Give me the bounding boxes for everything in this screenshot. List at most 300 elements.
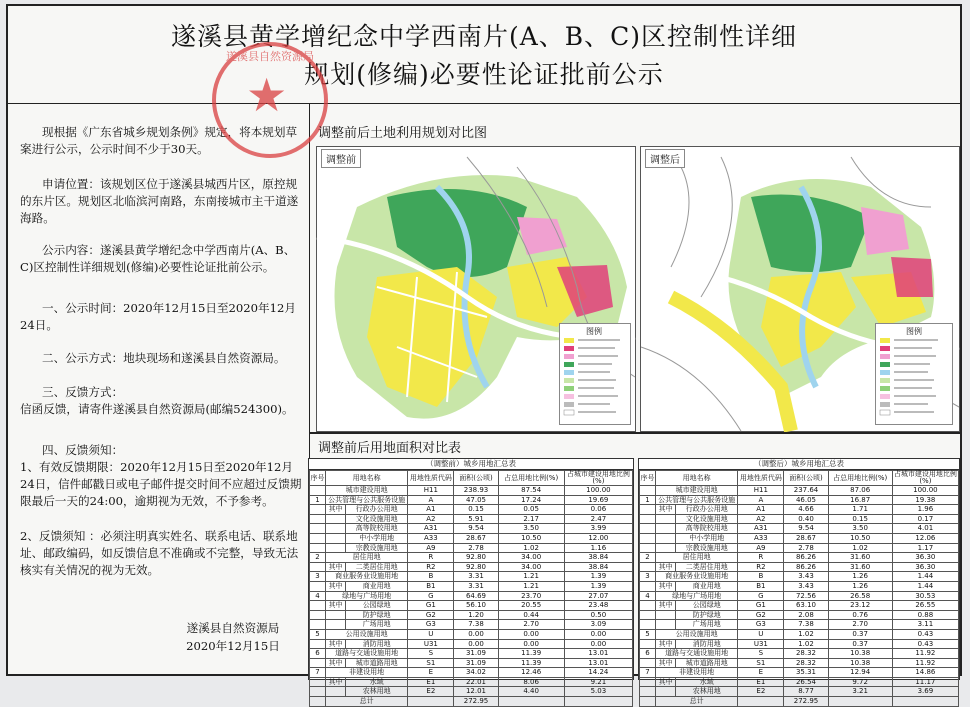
table-cell: 防护绿地	[346, 610, 408, 620]
table-cell: U31	[408, 639, 454, 649]
table-cell	[326, 524, 346, 534]
table-cell: 11.17	[892, 677, 958, 687]
table-cell: 1.26	[828, 581, 892, 591]
table-row	[310, 505, 633, 515]
table-cell: 其中	[326, 601, 346, 611]
column-header: 用地性质代码	[408, 471, 454, 486]
column-header: 占城市建设用地比例(%)	[564, 471, 632, 486]
table-cell: 3.99	[564, 524, 632, 534]
table-row	[310, 677, 633, 687]
table-before-body	[310, 486, 633, 707]
table-cell: 28.67	[454, 533, 498, 543]
table-cell: 2.78	[784, 543, 828, 553]
table-cell: 6	[310, 649, 326, 659]
table-cell	[326, 533, 346, 543]
table-cell: A31	[408, 524, 454, 534]
table-cell: S1	[408, 658, 454, 668]
table-cell: 二类居住用地	[676, 562, 738, 572]
table-cell: 公用设施用地	[656, 629, 738, 639]
table-cell	[640, 543, 656, 553]
table-cell: G3	[738, 620, 784, 630]
notice-signer: 遂溪县自然资源局	[186, 621, 280, 635]
table-cell: 0.06	[564, 505, 632, 515]
table-cell	[310, 524, 326, 534]
table-before-header	[310, 471, 633, 486]
table-cell: 3.31	[454, 581, 498, 591]
table-cell: 38.84	[564, 562, 632, 572]
table-cell	[310, 639, 326, 649]
table-cell: 1.44	[892, 581, 958, 591]
table-cell: 其中	[326, 677, 346, 687]
table-cell: S	[408, 649, 454, 659]
table-cell: 5	[640, 629, 656, 639]
table-cell: 20.55	[498, 601, 564, 611]
table-cell: 0.00	[454, 629, 498, 639]
map-before-legend	[559, 323, 631, 425]
table-row	[640, 620, 959, 630]
table-cell: A1	[408, 505, 454, 515]
table-cell: 高等院校用地	[346, 524, 408, 534]
table-cell	[738, 697, 784, 707]
column-header: 面积(公顷)	[454, 471, 498, 486]
table-cell: 36.30	[892, 553, 958, 563]
table-cell: 4.66	[784, 505, 828, 515]
table-cell: 1.71	[828, 505, 892, 515]
table-cell: 0.17	[892, 514, 958, 524]
table-cell: 城市建设用地	[326, 486, 408, 496]
table-cell: 1.17	[892, 543, 958, 553]
table-cell: G2	[408, 610, 454, 620]
table-cell: 0.37	[828, 629, 892, 639]
table-row	[640, 668, 959, 678]
map-before-legend-swatches	[560, 336, 630, 426]
table-cell: 消防用地	[676, 639, 738, 649]
table-section-heading: 调整前后用地面积对比表	[318, 441, 462, 456]
table-cell: 11.92	[892, 649, 958, 659]
table-cell: 其中	[656, 505, 676, 515]
map-after-legend-title: 图例	[906, 327, 922, 336]
table-row	[310, 601, 633, 611]
section-divider	[310, 432, 960, 434]
column-header: 占城市建设用地比例(%)	[893, 470, 957, 485]
notice-notes-heading: 四、反馈须知：	[42, 443, 124, 457]
table-cell: 农林用地	[676, 687, 738, 697]
table-cell: 3.43	[784, 572, 828, 582]
table-cell: 广场用地	[676, 620, 738, 630]
table-cell: 1.39	[564, 572, 632, 582]
table-cell: 12.06	[892, 533, 958, 543]
column-header: 序号	[640, 471, 656, 486]
table-cell: B	[738, 572, 784, 582]
table-cell: 1.02	[498, 543, 564, 553]
table-row	[310, 572, 633, 582]
seal-text: 遂溪县自然资源局	[226, 50, 314, 63]
table-cell: 公园绿地	[676, 601, 738, 611]
table-row	[640, 601, 959, 611]
table-cell	[892, 697, 958, 707]
table-row	[640, 591, 959, 601]
table-cell: 72.56	[784, 591, 828, 601]
column-header: 用地名称	[656, 471, 738, 486]
table-cell: 3.50	[828, 524, 892, 534]
table-cell: 1.44	[892, 572, 958, 582]
table-cell: 居住用地	[656, 553, 738, 563]
table-cell: E	[738, 668, 784, 678]
table-row	[640, 697, 959, 707]
table-cell: 9.21	[564, 677, 632, 687]
table-cell: 0.50	[564, 610, 632, 620]
table-cell: 1.02	[784, 629, 828, 639]
table-cell: 2	[640, 553, 656, 563]
table-cell: 28.67	[784, 533, 828, 543]
table-cell: 38.84	[564, 553, 632, 563]
table-cell: 非建设用地	[656, 668, 738, 678]
table-cell	[310, 505, 326, 515]
table-cell: 47.05	[454, 495, 498, 505]
table-cell: 92.80	[454, 553, 498, 563]
table-cell: E2	[408, 687, 454, 697]
table-cell: 3.69	[892, 687, 958, 697]
notice-time: 一、公示时间：2020年12月15日至2020年12月24日。	[20, 301, 296, 332]
table-cell: 0.00	[454, 639, 498, 649]
table-cell: 1.96	[892, 505, 958, 515]
table-cell: 2.17	[498, 514, 564, 524]
table-cell	[310, 562, 326, 572]
table-cell: 237.64	[784, 486, 828, 496]
table-cell	[310, 658, 326, 668]
table-row	[310, 620, 633, 630]
table-cell: R	[738, 553, 784, 563]
table-cell: 0.00	[498, 629, 564, 639]
title-line-2: 规划(修编)必要性论证批前公示	[304, 60, 664, 89]
table-cell: 二类居住用地	[346, 562, 408, 572]
table-cell: E	[408, 668, 454, 678]
table-cell: 28.32	[784, 658, 828, 668]
table-cell: 其中	[326, 505, 346, 515]
table-cell: 19.38	[892, 495, 958, 505]
table-row	[640, 658, 959, 668]
table-row	[640, 687, 959, 697]
table-cell	[828, 697, 892, 707]
table-cell	[326, 514, 346, 524]
table-cell: 7	[310, 668, 326, 678]
table-cell: 26.54	[784, 677, 828, 687]
table-cell: 1.16	[564, 543, 632, 553]
table-cell: 防护绿地	[676, 610, 738, 620]
column-header: 序号	[310, 471, 326, 486]
table-cell: 总计	[326, 697, 408, 707]
table-cell: 公用设施用地	[326, 629, 408, 639]
table-cell: 宗教设施用地	[346, 543, 408, 553]
table-row	[640, 639, 959, 649]
table-cell	[640, 658, 656, 668]
table-cell: 64.69	[454, 591, 498, 601]
table-cell: 5.91	[454, 514, 498, 524]
table-cell: 86.26	[784, 553, 828, 563]
table-cell: 5	[310, 629, 326, 639]
table-cell	[640, 486, 656, 496]
table-cell: 8.06	[498, 677, 564, 687]
table-cell: B1	[408, 581, 454, 591]
table-cell: 12.46	[498, 668, 564, 678]
table-row	[310, 514, 633, 524]
map-after-label: 调整后	[645, 149, 685, 168]
table-cell	[640, 677, 656, 687]
notice-feedback: 信函反馈，请寄件遂溪县自然资源局(邮编524300)。	[20, 402, 294, 416]
table-cell: 其中	[656, 658, 676, 668]
table-cell: 消防用地	[346, 639, 408, 649]
table-cell: 14.86	[892, 668, 958, 678]
column-header: 面积(公顷)	[784, 471, 828, 486]
table-row	[640, 649, 959, 659]
table-cell: 行政办公用地	[676, 505, 738, 515]
table-cell: R2	[738, 562, 784, 572]
table-cell: R2	[408, 562, 454, 572]
table-cell: 文化设施用地	[346, 514, 408, 524]
table-cell	[310, 543, 326, 553]
table-cell: 8.77	[784, 687, 828, 697]
table-cell: A1	[738, 505, 784, 515]
table-cell: 3.11	[892, 620, 958, 630]
table-cell: 1.02	[784, 639, 828, 649]
table-row	[310, 639, 633, 649]
table-cell: 其中	[326, 639, 346, 649]
table-cell: G	[408, 591, 454, 601]
table-cell: G1	[408, 601, 454, 611]
table-after	[638, 458, 960, 706]
table-cell: 12.01	[454, 687, 498, 697]
table-row	[640, 677, 959, 687]
table-cell: 其中	[656, 581, 676, 591]
table-cell: 0.37	[828, 639, 892, 649]
column-header: 占总用地比例(%)	[828, 471, 892, 486]
map-before-label: 调整前	[321, 149, 361, 168]
table-row	[310, 486, 633, 496]
table-after-header	[640, 471, 959, 486]
table-cell: A2	[738, 514, 784, 524]
table-cell: 其中	[326, 658, 346, 668]
table-cell	[640, 697, 656, 707]
table-cell: 100.00	[564, 486, 632, 496]
table-cell: 10.50	[498, 533, 564, 543]
table-cell: A	[408, 495, 454, 505]
table-cell: 2	[310, 553, 326, 563]
table-cell: 10.50	[828, 533, 892, 543]
table-cell: B1	[738, 581, 784, 591]
notice-board	[6, 4, 962, 706]
table-cell: 其中	[656, 677, 676, 687]
table-after-grid	[639, 470, 959, 707]
notice-text-column	[8, 104, 310, 678]
table-row	[310, 524, 633, 534]
table-cell: 10.38	[828, 649, 892, 659]
table-cell	[498, 697, 564, 707]
table-cell: 其中	[326, 581, 346, 591]
table-cell: 7	[640, 668, 656, 678]
table-cell	[326, 687, 346, 697]
table-row	[640, 505, 959, 515]
table-cell: 9.72	[828, 677, 892, 687]
table-cell: 城市道路用地	[346, 658, 408, 668]
table-row	[640, 610, 959, 620]
table-cell: 23.12	[828, 601, 892, 611]
table-cell	[564, 697, 632, 707]
notice-note-2: 2、反馈须知 ：必须注明真实姓名、联系电话、联系地址、邮政编码，如反馈信息不准确或不完整，导致无法核实有关情况的视为无效。	[20, 529, 299, 577]
table-cell: 4.40	[498, 687, 564, 697]
notice-content: 公示内容：遂溪县黄学增纪念中学西南片(A、B、C)区控制性详细规划(修编)必要性论证批前公示。	[20, 243, 296, 274]
table-cell: U	[408, 629, 454, 639]
table-cell	[656, 610, 676, 620]
table-cell: 总计	[656, 697, 738, 707]
table-cell: 1.02	[828, 543, 892, 553]
table-cell: 26.58	[828, 591, 892, 601]
table-cell	[310, 514, 326, 524]
table-cell: 公园绿地	[346, 601, 408, 611]
table-cell: 3	[310, 572, 326, 582]
table-cell: 1.26	[828, 572, 892, 582]
table-row	[640, 553, 959, 563]
table-cell: B	[408, 572, 454, 582]
table-cell: 9.54	[454, 524, 498, 534]
table-cell: 1.21	[498, 572, 564, 582]
table-cell: 12.94	[828, 668, 892, 678]
table-cell: 5.03	[564, 687, 632, 697]
table-cell: 其中	[656, 562, 676, 572]
table-row	[310, 553, 633, 563]
table-cell	[640, 610, 656, 620]
table-cell: 34.02	[454, 668, 498, 678]
table-cell: 绿地与广场用地	[326, 591, 408, 601]
table-cell: A31	[738, 524, 784, 534]
table-cell: 3.31	[454, 572, 498, 582]
table-cell: 绿地与广场用地	[656, 591, 738, 601]
column-header: 用地性质代码	[738, 471, 784, 486]
table-cell: 水域	[346, 677, 408, 687]
table-cell	[310, 601, 326, 611]
table-cell: 2.78	[454, 543, 498, 553]
table-cell: 0.44	[498, 610, 564, 620]
table-cell	[640, 620, 656, 630]
table-cell: 3.50	[498, 524, 564, 534]
table-cell: 100.00	[892, 486, 958, 496]
notice-date: 2020年12月15日	[186, 639, 280, 653]
table-after-body	[640, 486, 959, 707]
table-row	[310, 687, 633, 697]
table-cell: 1.21	[498, 581, 564, 591]
table-row	[310, 495, 633, 505]
table-cell: 道路与交通设施用地	[326, 649, 408, 659]
table-cell: R	[408, 553, 454, 563]
table-cell: A9	[738, 543, 784, 553]
table-cell	[656, 687, 676, 697]
table-cell: 农林用地	[346, 687, 408, 697]
table-cell: 4	[310, 591, 326, 601]
table-cell	[640, 601, 656, 611]
table-cell: 3.43	[784, 581, 828, 591]
table-cell: 35.31	[784, 668, 828, 678]
table-cell: 34.00	[498, 562, 564, 572]
table-cell: E1	[408, 677, 454, 687]
table-cell: E2	[738, 687, 784, 697]
table-cell: G1	[738, 601, 784, 611]
table-row	[310, 533, 633, 543]
table-cell: 26.55	[892, 601, 958, 611]
table-row	[640, 572, 959, 582]
table-cell: 11.92	[892, 658, 958, 668]
table-cell: 0.00	[564, 629, 632, 639]
table-row	[640, 524, 959, 534]
map-before	[316, 146, 636, 432]
table-cell: 0.76	[828, 610, 892, 620]
title-line-1: 遂溪县黄学增纪念中学西南片(A、B、C)区控制性详细	[170, 22, 798, 51]
table-cell: 0.00	[498, 639, 564, 649]
table-cell	[326, 543, 346, 553]
table-cell	[640, 505, 656, 515]
table-cell: 0.15	[454, 505, 498, 515]
table-cell	[408, 697, 454, 707]
table-cell: 6	[640, 649, 656, 659]
table-cell	[640, 524, 656, 534]
table-cell: S	[738, 649, 784, 659]
table-cell: 36.30	[892, 562, 958, 572]
table-cell: 文化设施用地	[676, 514, 738, 524]
table-cell: 非建设用地	[326, 668, 408, 678]
table-cell: A	[738, 495, 784, 505]
table-row	[640, 486, 959, 496]
table-cell: 11.39	[498, 649, 564, 659]
table-cell: H11	[738, 486, 784, 496]
table-cell	[656, 533, 676, 543]
table-cell	[310, 533, 326, 543]
table-cell	[310, 697, 326, 707]
table-cell: U31	[738, 639, 784, 649]
table-cell: 23.70	[498, 591, 564, 601]
table-cell: 0.43	[892, 629, 958, 639]
table-cell	[640, 581, 656, 591]
table-row	[310, 610, 633, 620]
table-cell: S1	[738, 658, 784, 668]
table-cell: 9.54	[784, 524, 828, 534]
table-cell: 272.95	[454, 697, 498, 707]
table-cell: A33	[738, 533, 784, 543]
table-cell: A2	[408, 514, 454, 524]
table-cell: H11	[408, 486, 454, 496]
table-cell: 其中	[656, 639, 676, 649]
table-cell	[640, 687, 656, 697]
table-cell: 238.93	[454, 486, 498, 496]
table-cell	[656, 524, 676, 534]
table-cell: 272.95	[784, 697, 828, 707]
table-cell: 1	[310, 495, 326, 505]
table-row	[640, 543, 959, 553]
table-cell: 0.15	[828, 514, 892, 524]
table-cell: 92.80	[454, 562, 498, 572]
table-cell: A33	[408, 533, 454, 543]
table-cell: 广场用地	[346, 620, 408, 630]
table-cell: 其中	[326, 562, 346, 572]
table-cell: E1	[738, 677, 784, 687]
table-cell	[656, 543, 676, 553]
table-row	[310, 649, 633, 659]
table-before-caption: （调整前）城乡用地汇总表	[309, 459, 633, 470]
table-cell: 86.26	[784, 562, 828, 572]
table-cell: 27.07	[564, 591, 632, 601]
map-after	[640, 146, 960, 432]
notice-location: 申请位置：该规划区位于遂溪县城西片区，原控规的东片区。规划区北临滨河南路，东南接城市主干道遂海路。	[20, 177, 299, 225]
seal-star-icon: ★	[246, 68, 288, 122]
table-cell: 2.70	[498, 620, 564, 630]
table-cell: 城市建设用地	[656, 486, 738, 496]
